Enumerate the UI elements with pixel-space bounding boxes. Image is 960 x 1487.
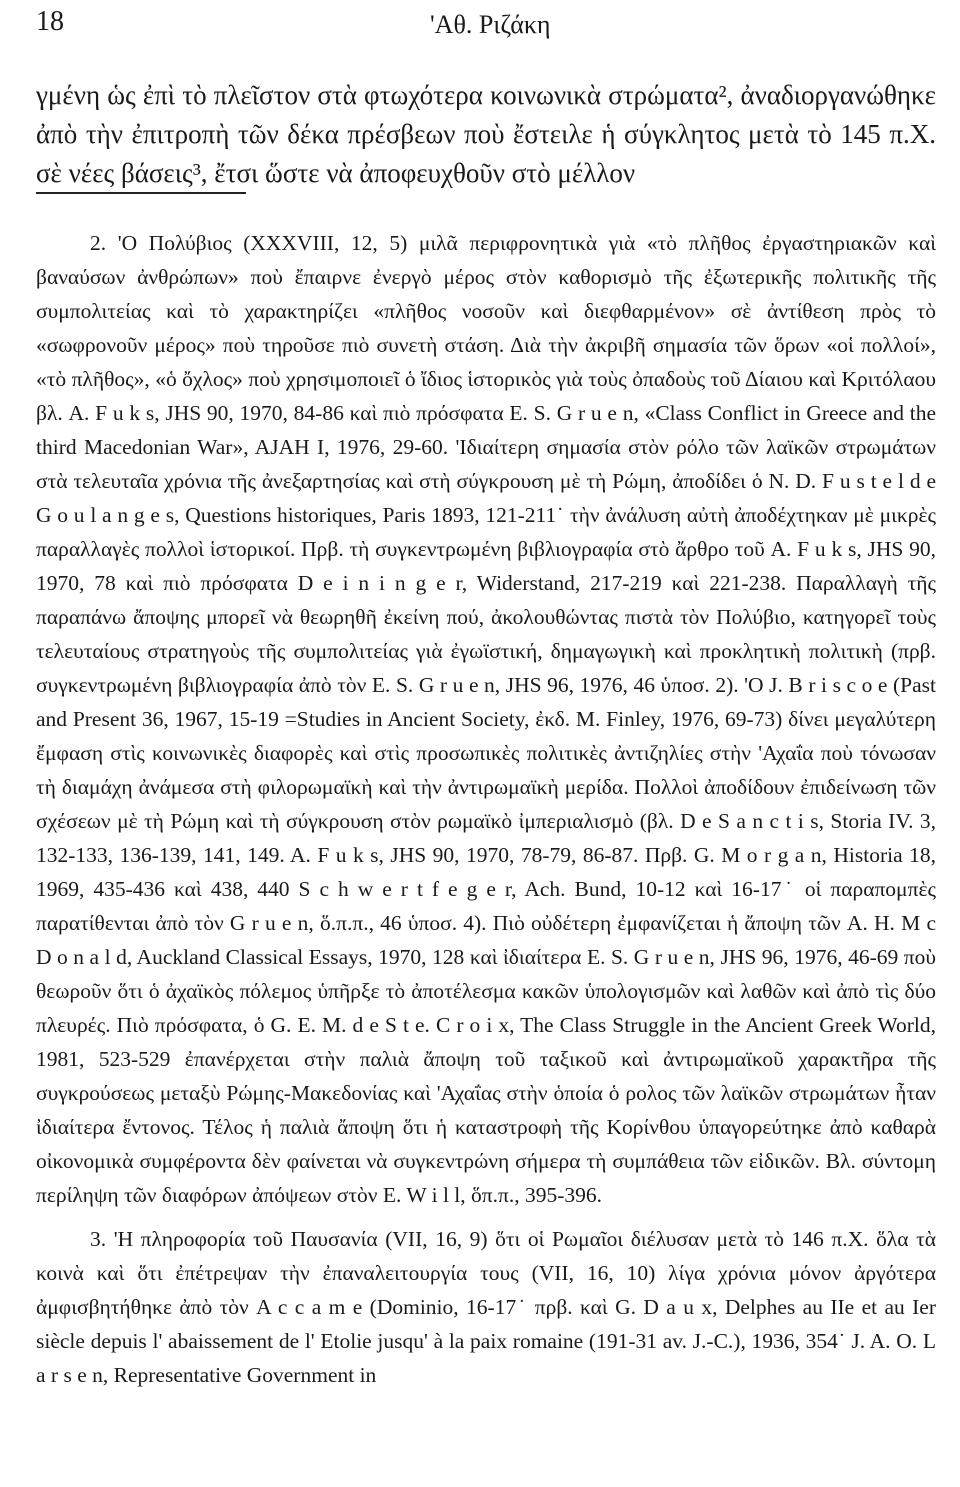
page-number: 18 [36, 6, 64, 37]
main-text: γμένη ὡς ἐπὶ τὸ πλεῖστον στὰ φτωχότερα κοινωνικὰ στρώματα², ἀναδιοργανώθηκε ἀπὸ τὴν ἐπιτροπὴ τῶν δέκα πρέσβεων ποὺ ἔστειλε ἡ σύγκλητος μετὰ τὸ 145 π.Χ. σὲ νέες βάσεις³, ἔτσι ὥστε νὰ ἀποφευχθοῦν στὸ μέλλον [36, 80, 936, 188]
footnote-separator [36, 192, 246, 194]
footnote-3: 3. 'Η πληροφορία τοῦ Παυσανία (VII, 16, 9) ὅτι οἱ Ρωμαῖοι διέλυσαν μετὰ τὸ 146 π.Χ. ὅλα τὰ κοινὰ καὶ ὅτι ἐπέτρεψαν τὴν ἐπαναλειτουργία τους (VII, 16, 10) λίγα χρόνια μόνον ἀργότερα ἀμφισβητήθηκε ἀπὸ τὸν A c c a m e (Dominio, 16-17˙ πρβ. καὶ G. D a u x, Delphes au IIe et au Ier siècle depuis l' abaissement de l' Etolie jusqu' à la paix romaine (191-31 av. J.-C.), 1936, 354˙ J. A. O. L a r s e n, Representative Government in [36, 1227, 936, 1387]
running-head-author: 'Αθ. Ριζάκη [430, 10, 551, 39]
footnotes [36, 226, 936, 1392]
running-header [0, 6, 960, 46]
footnote-2: 2. 'Ο Πολύβιος (XXXVIII, 12, 5) μιλᾶ περιφρονητικὰ γιὰ «τὸ πλῆθος ἐργαστηριακῶν καὶ βαναύσων ἀνθρώπων» ποὺ ἔπαιρνε ἐνεργὸ μέρος στὸν καθορισμὸ τῆς ἐξωτερικῆς πολιτικῆς τῆς συμπολιτείας καὶ τὸ χαρακτηρίζει «πλῆθος νοσοῦν καὶ διεφθαρμένον» σὲ ἀντίθεση πρὸς τὸ «σωφρονοῦν μέρος» ποὺ τηροῦσε πιὸ συνετὴ στάση. Διὰ τὴν ἀκριβῆ σημασία τῶν ὅρων «οἱ πολλοί», «τὸ πλῆθος», «ὁ ὄχλος» ποὺ χρησιμοποιεῖ ὁ ἴδιος ἱστορικὸς γιὰ τοὺς ὀπαδοὺς τοῦ Δίαιου καὶ Κριτόλαου βλ. A. F u k s, JHS 90, 1970, 84-86 καὶ πιὸ πρόσφατα E. S. G r u e n, «Class Conflict in Greece and the third Macedonian War», AJAH I, 1976, 29-60. 'Ιδιαίτερη σημασία στὸν ρόλο τῶν λαϊκῶν στρωμάτων στὰ τελευταῖα χρόνια τῆς ἀνεξαρτησίας καὶ στὴ σύγκρουση μὲ τὴ Ρώμη, ἀποδίδει ὁ N. D. F u s t e l d e G o u l a n g e s, Questions historiques, Paris 1893, 121-211˙ τὴν ἀνάλυση αὐτὴ ἀποδέχτηκαν μὲ μικρὲς παραλλαγὲς πολλοὶ ἱστορικοί. Πρβ. τὴ συγκεντρωμένη βιβλιογραφία στὸ ἄρθρο τοῦ A. F u k s, JHS 90, 1970, 78 καὶ πιὸ πρόσφατα D e i n i n g e r, Widerstand, 217-219 καὶ 221-238. Παραλλαγὴ τῆς παραπάνω ἄποψης μπορεῖ νὰ θεωρηθῆ ἐκείνη πού, ἀκολουθώντας πιστὰ τὸν Πολύβιο, κατηγορεῖ τοὺς τελευταίους στρατηγοὺς τῆς συμπολιτείας γιὰ ἐγωϊστική, δημαγωγικὴ καὶ προκλητικὴ πολιτικὴ (πρβ. συγκεντρωμένη βιβλιογραφία ἀπὸ τὸν E. S. G r u e n, JHS 96, 1976, 46 ὑποσ. 2). 'O J. B r i s c o e (Past and Present 36, 1967, 15-19 =Studies in Ancient Society, ἐκδ. M. Finley, 1976, 69-73) δίνει μεγαλύτερη ἔμφαση στὶς κοινωνικὲς διαφορὲς καὶ στὶς προσωπικὲς πολιτικὲς ἀντιζηλίες στὴν 'Αχαΐα ποὺ τόνωσαν τὴ διαμάχη ἀνάμεσα στὴ φιλορωμαϊκὴ καὶ τὴν ἀντιρωμαϊκὴ μερίδα. Πολλοὶ ἀποδίδουν ἐπιδείνωση τῶν σχέσεων μὲ τὴ Ρώμη καὶ τὴ σύγκρουση στὸν ρωμαϊκὸ ἰμπεριαλισμὸ (βλ. D e S a n c t i s, Storia IV. 3, 132-133, 136-139, 141, 149. A. F u k s, JHS 90, 1970, 78-79, 86-87. Πρβ. G. M o r g a n, Historia 18, 1969, 435-436 καὶ 438, 440 S c h w e r t f e g e r, Ach. Bund, 10-12 καὶ 16-17˙ οἱ παραπομπὲς παρατίθενται ἀπὸ τὸν G r u e n, ὅ.π.π., 46 ὑποσ. 4). Πιὸ οὐδέτερη ἐμφανίζεται ἡ ἄποψη τῶν A. H. M c D o n a l d, Auckland Classical Essays, 1970, 128 καὶ ἰδιαίτερα E. S. G r u e n, JHS 96, 1976, 46-69 ποὺ θεωροῦν ὅτι ὁ ἀχαϊκὸς πόλεμος ὑπῆρξε τὸ ἀποτέλεσμα κακῶν ὑπολογισμῶν καὶ λαθῶν καὶ ἀπὸ τὶς δύο πλευρές. Πιὸ πρόσφατα, ὁ G. E. M. d e S t e. C r o i x, The Class Struggle in the Ancient Greek World, 1981, 523-529 ἐπανέρχεται στὴν παλιὰ ἄποψη τοῦ ταξικοῦ καὶ ἀντιρωμαϊκοῦ χαρακτῆρα τῆς συγκρούσεως μεταξὺ Ρώμης-Μακεδονίας καὶ 'Αχαΐας στὴν ὁποία ὁ ρολος τῶν λαϊκῶν στρωμάτων ἦταν ἰδιαίτερα ἔντονος. Τέλος ἡ παλιὰ ἄποψη ὅτι ἡ καταστροφὴ τῆς Κορίνθου ὑπαγορεύτηκε ἀπὸ καθαρὰ οἰκονομικὰ συμφέροντα δὲν φαίνεται νὰ συγκεντρώνη σήμερα τὴ συμπάθεια τῶν εἰδικῶν. Βλ. σύντομη περίληψη τῶν διαφόρων ἀπόψεων στὸν E. W i l l, ὅπ.π., 395-396. [36, 231, 936, 1207]
